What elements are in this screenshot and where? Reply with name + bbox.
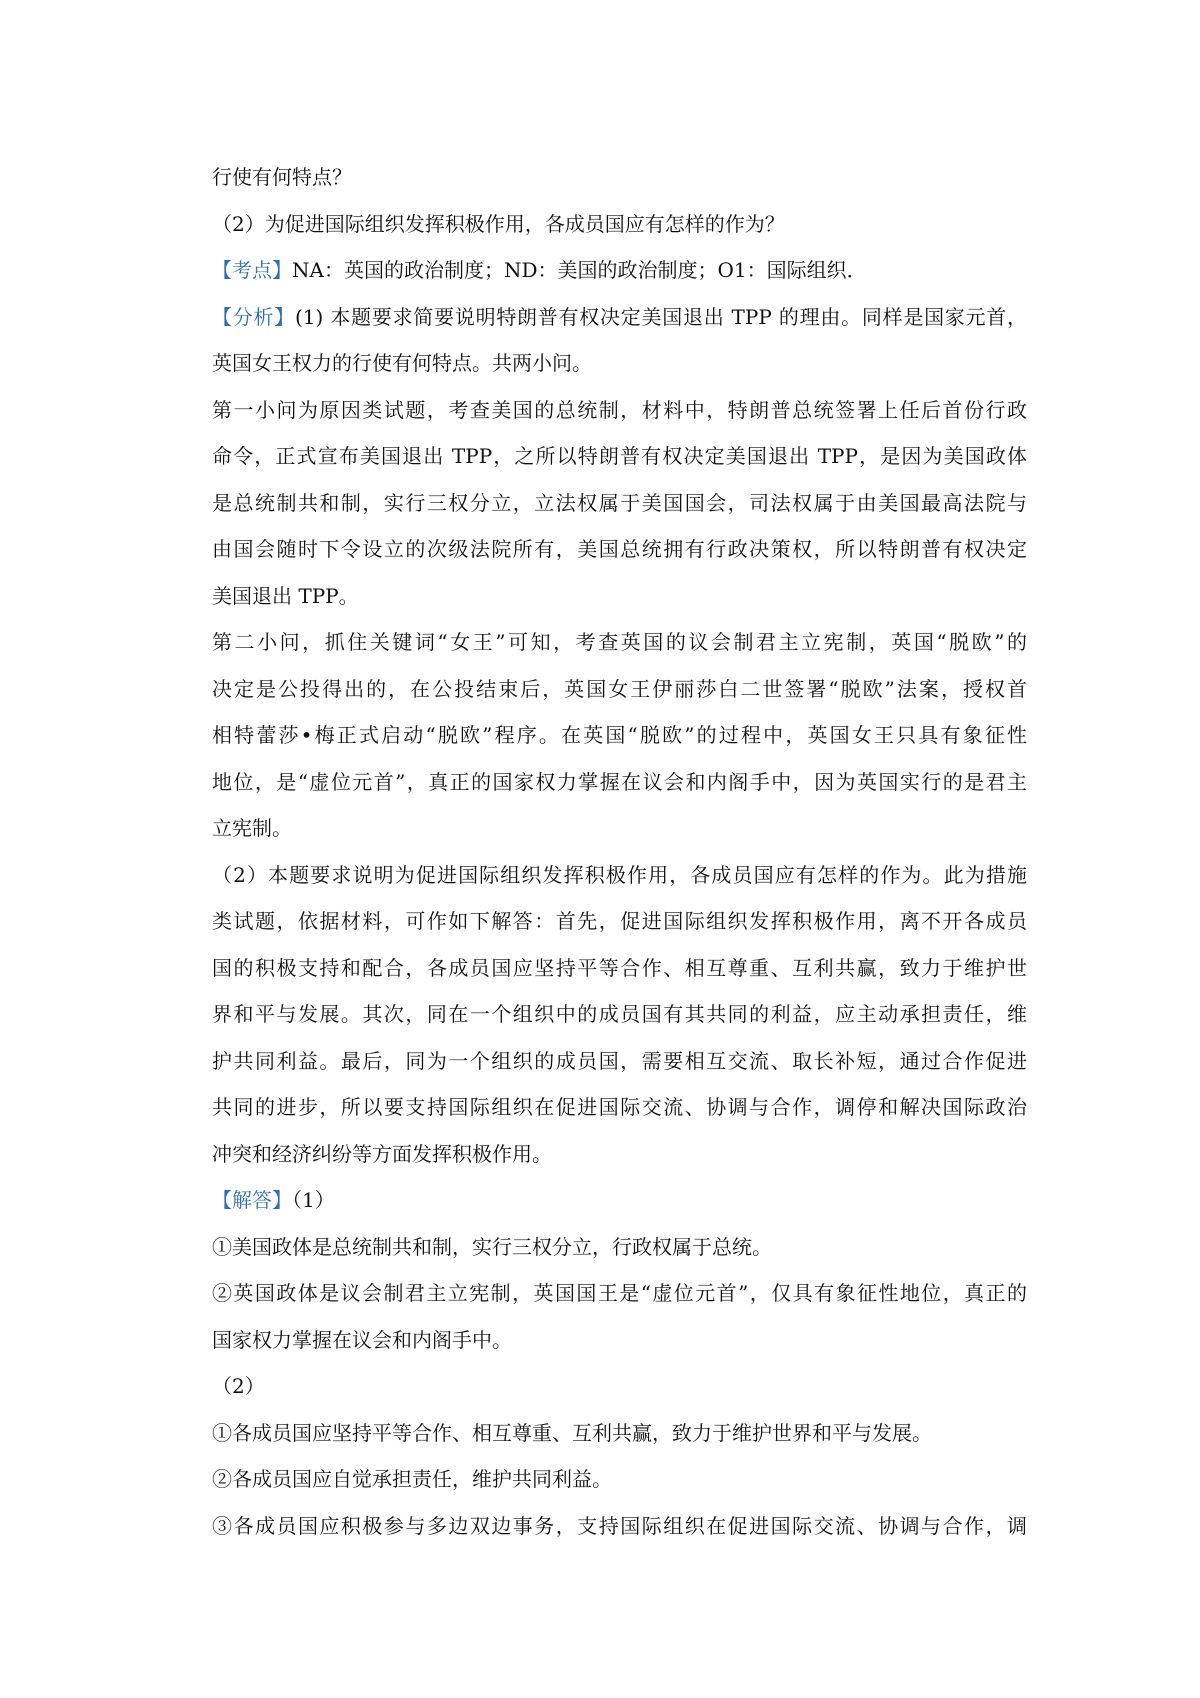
section-tag: 解答 — [232, 1188, 272, 1212]
line-text: （2）本题要求说明为促进国际组织发挥积极作用，各成员国应有怎样的作为。此为措施 — [212, 862, 1027, 887]
line-text: 第二小问，抓住关键词“女王”可知，考查英国的议会制君主立宪制，英国“脱欧”的 — [212, 630, 1027, 654]
text-line — [212, 154, 1027, 201]
section-tag-close: 】 — [272, 258, 292, 282]
line-text: 相特蕾莎•梅正式启动“脱欧”程序。在英国“脱欧”的过程中，英国女王只具有象征性 — [212, 723, 1027, 747]
line-text: 第一小问为原因类试题，考查美国的总统制，材料中，特朗普总统签署上任后首份行政 — [212, 397, 1027, 422]
section-tag: 考点 — [232, 258, 272, 282]
line-text: 共同的进步，所以要支持国际组织在促进国际交流、协调与合作，调停和解决国际政治 — [212, 1095, 1027, 1119]
text-line — [212, 1317, 1027, 1364]
line-text: 英国女王权力的行使有何特点。共两小问。 — [212, 351, 592, 375]
text-line — [212, 619, 1027, 666]
line-text: 类试题，依据材料，可作如下解答：首先，促进国际组织发挥积极作用，离不开各成员 — [212, 909, 1027, 933]
text-line — [212, 759, 1027, 806]
text-line — [212, 573, 1027, 620]
text-line — [212, 387, 1027, 434]
line-text: ③各成员国应积极参与多边双边事务，支持国际组织在促进国际交流、协调与合作，调 — [212, 1513, 1027, 1538]
section-tag-open: 【 — [212, 258, 232, 282]
text-line — [212, 1410, 1027, 1457]
text-line — [212, 1363, 1027, 1410]
line-text: 立宪制。 — [212, 816, 292, 840]
text-line — [212, 1038, 1027, 1085]
line-text: 行使有何特点？ — [212, 165, 352, 189]
text-line — [212, 991, 1027, 1038]
section-tag-close: 】 — [272, 1188, 292, 1212]
line-text: （2） — [212, 1374, 265, 1398]
section-tag: 分析 — [232, 304, 275, 329]
line-text: 冲突和经济纠纷等方面发挥积极作用。 — [212, 1141, 552, 1166]
document-body — [212, 154, 1027, 1549]
text-line — [212, 433, 1027, 480]
text-line — [212, 1503, 1027, 1550]
text-line — [212, 201, 1027, 248]
text-line — [212, 247, 1027, 294]
line-text: 是总统制共和制，实行三权分立，立法权属于美国国会，司法权属于由美国最高法院与 — [212, 490, 1027, 515]
line-text: 决定是公投得出的，在公投结束后，英国女王伊丽莎白二世签署“脱欧”法案，授权首 — [212, 676, 1027, 701]
section-tag-open: 【 — [212, 1188, 232, 1212]
line-text: NA：英国的政治制度；ND：美国的政治制度；O1：国际组织． — [292, 258, 867, 282]
text-line — [212, 1084, 1027, 1131]
line-text: ①各成员国应坚持平等合作、相互尊重、互利共赢，致力于维护世界和平与发展。 — [212, 1420, 932, 1445]
text-line — [212, 294, 1027, 341]
text-line — [212, 945, 1027, 992]
text-line — [212, 1177, 1027, 1224]
line-text: 地位，是“虚位元首”，真正的国家权力掌握在议会和内阁手中，因为英国实行的是君主 — [212, 769, 1027, 794]
section-tag-close: 】 — [274, 304, 295, 329]
line-text: （2）为促进国际组织发挥积极作用，各成员国应有怎样的作为？ — [212, 211, 785, 236]
line-text: ②英国政体是议会制君主立宪制，英国国王是“虚位元首”，仅具有象征性地位，真正的 — [212, 1281, 1027, 1305]
section-tag-open: 【 — [212, 304, 233, 329]
line-text: 国家权力掌握在议会和内阁手中。 — [212, 1327, 512, 1352]
text-line — [212, 1131, 1027, 1178]
text-line — [212, 480, 1027, 527]
line-text: （1） — [292, 1188, 335, 1212]
line-text: 界和平与发展。其次，同在一个组织中的成员国有其共同的利益，应主动承担责任，维 — [212, 1002, 1027, 1026]
line-text: ②各成员国应自觉承担责任，维护共同利益。 — [212, 1467, 612, 1491]
text-line — [212, 852, 1027, 899]
text-line — [212, 712, 1027, 759]
text-line — [212, 1224, 1027, 1271]
line-text: 护共同利益。最后，同为一个组织的成员国，需要相互交流、取长补短，通过合作促进 — [212, 1048, 1027, 1073]
text-line — [212, 1270, 1027, 1317]
text-line — [212, 666, 1027, 713]
line-text: 由国会随时下令设立的次级法院所有，美国总统拥有行政决策权，所以特朗普有权决定 — [212, 537, 1027, 561]
text-line — [212, 526, 1027, 573]
line-text: (1) 本题要求简要说明特朗普有权决定美国退出 TPP 的理由。同样是国家元首， — [294, 304, 1027, 329]
line-text: 国的积极支持和配合，各成员国应坚持平等合作、相互尊重、互利共赢，致力于维护世 — [212, 955, 1027, 980]
text-line — [212, 340, 1027, 387]
line-text: ①美国政体是总统制共和制，实行三权分立，行政权属于总统。 — [212, 1234, 772, 1259]
text-line — [212, 898, 1027, 945]
line-text: 命令，正式宣布美国退出 TPP，之所以特朗普有权决定美国退出 TPP，是因为美国政体 — [212, 444, 1027, 468]
text-line — [212, 805, 1027, 852]
text-line — [212, 1456, 1027, 1503]
line-text: 美国退出 TPP。 — [212, 583, 359, 608]
